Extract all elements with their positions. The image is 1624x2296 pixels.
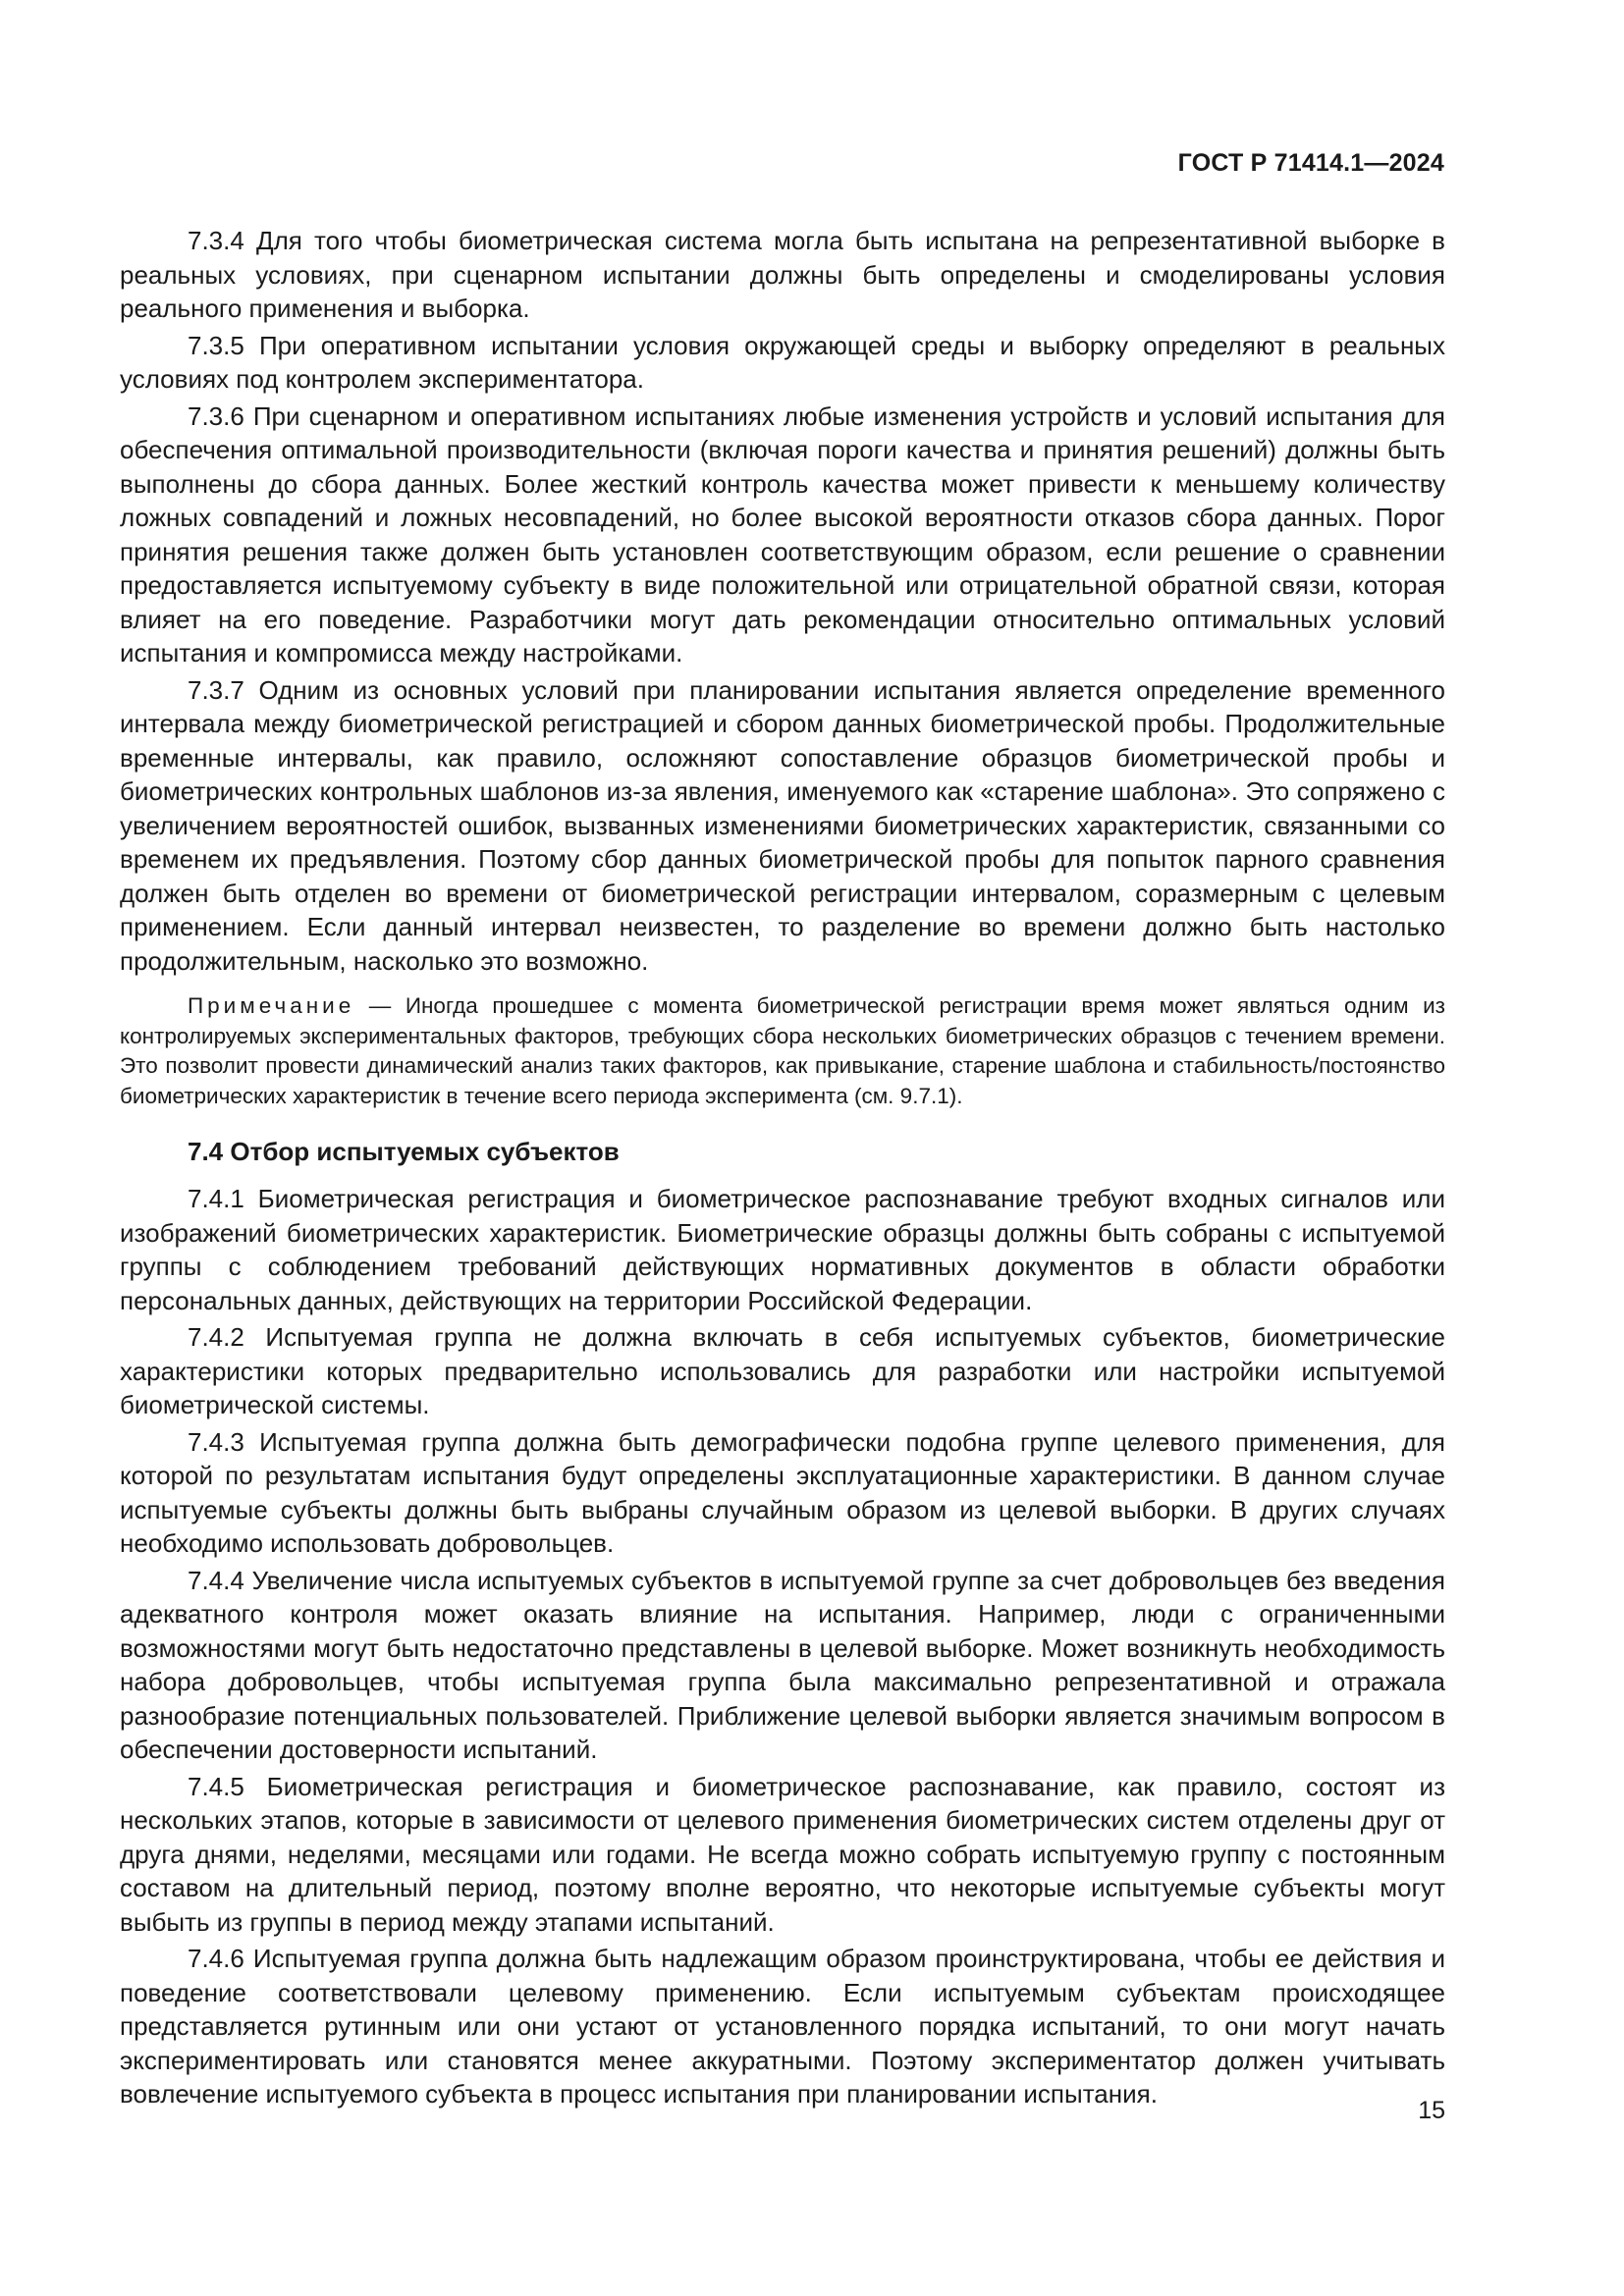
paragraph-7-4-6: 7.4.6 Испытуемая группа должна быть надлежащим образом проинструктирована, чтобы ее действия и поведение соответствовали целевому применению. Если испытуемым субъектам происходящее представляется рутинным или они устают от установленного порядка испытаний, то они могут начать экспериментировать или становятся менее аккуратными. Поэтому экспериментатор должен учитывать вовлечение испытуемого субъекта в процесс испытания при планировании испытания. — [120, 1944, 1445, 2109]
paragraph-7-4-1: 7.4.1 Биометрическая регистрация и биометрическое распознавание требуют входных сигналов или изображений биометрических характеристик. Биометрические образцы должны быть собраны с испытуемой группы с соблюдением требований действующих нормативных документов в области обработки персональных данных, действующих на территории Российской Федерации. — [120, 1184, 1445, 1315]
paragraph-7-4-2: 7.4.2 Испытуемая группа не должна включать в себя испытуемых субъектов, биометрические характеристики которых предварительно использовались для разработки или настройки испытуемой биометрической системы. — [120, 1322, 1445, 1419]
section-title-7-4: 7.4 Отбор испытуемых субъектов — [188, 1137, 620, 1166]
paragraph-7-4-3: 7.4.3 Испытуемая группа должна быть демографически подобна группе целевого применения, для которой по результатам испытания будут определены эксплуатационные характеристики. В данном случае испытуемые субъекты должны быть выбраны случайным образом из целевой выборки. В других случаях необходимо использовать добровольцев. — [120, 1426, 1445, 1558]
document-body — [120, 224, 1445, 2111]
page-number: 15 — [1418, 2097, 1445, 2124]
note-block — [120, 991, 1445, 1111]
paragraph-7-4-5: 7.4.5 Биометрическая регистрация и биометрическое распознавание, как правило, состоят из нескольких этапов, которые в зависимости от целевого применения биометрических систем отделены друг от друга днями, неделями, месяцами или годами. Не всегда можно собрать испытуемую группу с постоянным составом на длительный период, поэтому вполне вероятно, что некоторые испытуемые субъекты могут выбыть из группы в период между этапами испытаний. — [120, 1771, 1445, 1937]
paragraph-7-3-4: 7.3.4 Для того чтобы биометрическая система могла быть испытана на репрезентативной выборке в реальных условиях, при сценарном испытании должны быть определены и смоделированы условия реального применения и выборка. — [120, 226, 1445, 323]
note-text: — Иногда прошедшее с момента биометрической регистрации время может являться одним из контролируемых экспериментальных факторов, требующих сбора нескольких биометрических образцов с течением времени. Это позволит провести динамический анализ таких факторов, как привыкание, старение шаблона и стабильность/постоянство биометрических характеристик в течение всего периода эксперимента (см. 9.7.1). — [120, 993, 1445, 1108]
paragraph-7-3-7: 7.3.7 Одним из основных условий при планировании испытания является определение временного интервала между биометрической регистрацией и сбором данных биометрической пробы. Продолжительные временные интервалы, как правило, осложняют сопоставление образцов биометрической пробы и биометрических контрольных шаблонов из-за явления, именуемого как «старение шаблона». Это сопряжено с увеличением вероятностей ошибок, вызванных изменениями биометрических характеристик, связанными со временем их предъявления. Поэтому сбор данных биометрической пробы для попыток парного сравнения должен быть отделен во времени от биометрической регистрации интервалом, соразмерным с целевым применением. Если данный интервал неизвестен, то разделение во времени должно быть настолько продолжительным, насколько это возможно. — [120, 674, 1445, 976]
document-header-id: ГОСТ Р 71414.1—2024 — [1177, 149, 1444, 177]
paragraph-7-3-5: 7.3.5 При оперативном испытании условия окружающей среды и выборку определяют в реальных условиях под контролем экспериментатора. — [120, 330, 1445, 394]
paragraph-7-4-4: 7.4.4 Увеличение числа испытуемых субъектов в испытуемой группе за счет добровольцев без введения адекватного контроля может оказать влияние на испытания. Например, люди с ограниченными возможностями могут быть недостаточно представлены в целевой выборке. Может возникнуть необходимость набора добровольцев, чтобы испытуемая группа была максимально репрезентативной и отражала разнообразие потенциальных пользователей. Приближение целевой выборки является значимым вопросом в обеспечении достоверности испытаний. — [120, 1565, 1445, 1764]
paragraph-7-3-6: 7.3.6 При сценарном и оперативном испытаниях любые изменения устройств и условий испытания для обеспечения оптимальной производительности (включая пороги качества и принятия решений) должны быть выполнены до сбора данных. Более жесткий контроль качества может привести к меньшему количеству ложных совпадений и ложных несовпадений, но более высокой вероятности отказов сбора данных. Порог принятия решения также должен быть установлен соответствующим образом, если решение о сравнении предоставляется испытуемому субъекту в виде положительной или отрицательной обратной связи, которая влияет на его поведение. Разработчики могут дать рекомендации относительно оптимальных условий испытания и компромисса между настройками. — [120, 400, 1445, 667]
note-label: Примечание — [188, 993, 355, 1018]
